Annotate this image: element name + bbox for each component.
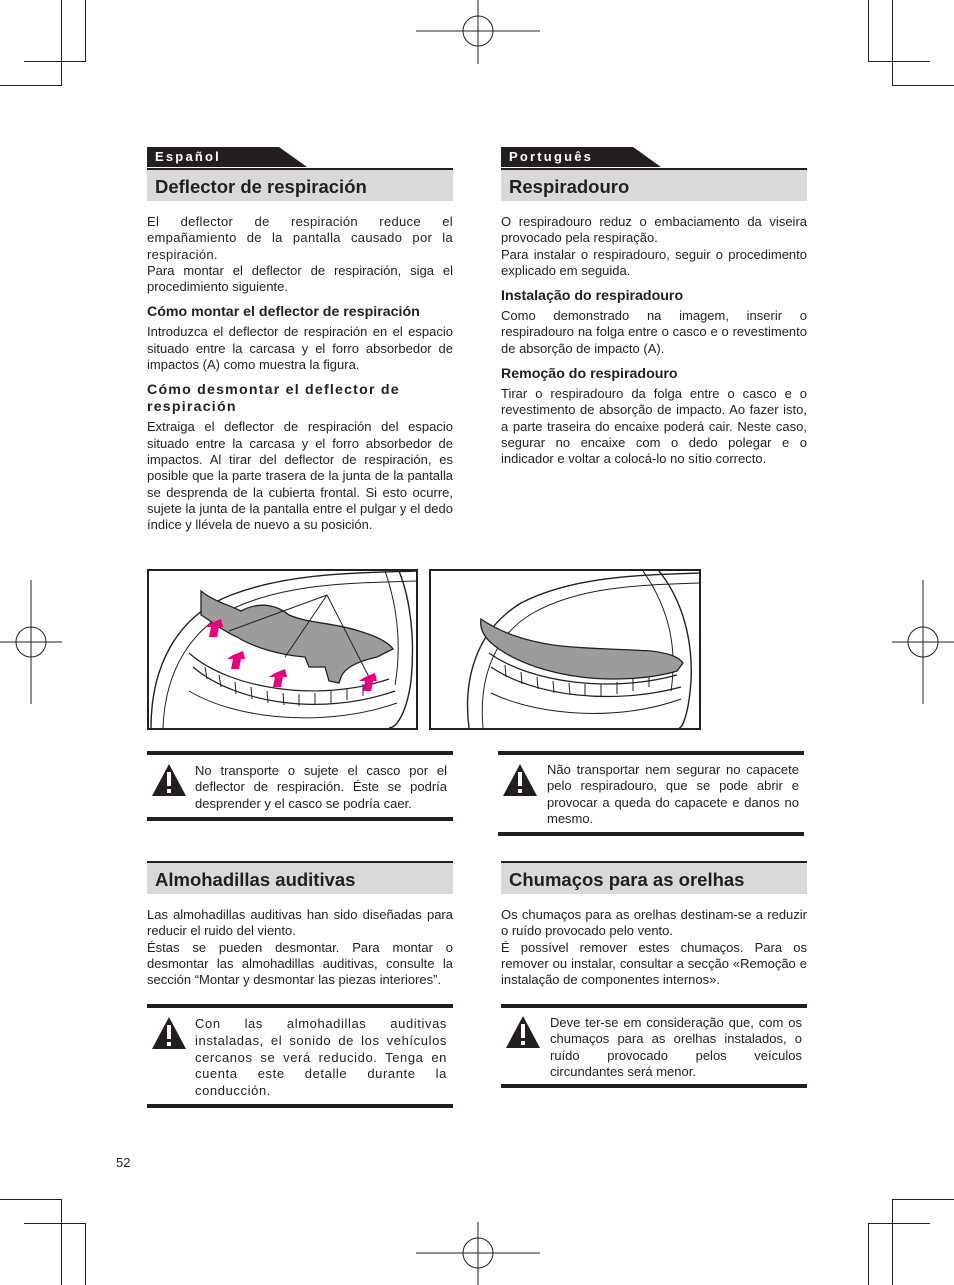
helmet-installed-illustration: [431, 571, 699, 728]
body-text: Tirar o respiradouro da folga entre o casco e o revestimento de absorção de impacto. Ao fazer isto, a parte traseira do encaixe poderá cair. Neste caso, segurar no encaixe com o dedo polegar e o indicador e voltar a colocá-lo no sítio correcto.: [501, 386, 807, 467]
crop-mark: [868, 1223, 869, 1285]
crop-mark: [868, 61, 930, 62]
warning-text: Não transportar nem segurar no capacete pelo respiradouro, que se pode abrir e provocar a queda do capacete e danos no mesmo.: [547, 762, 799, 826]
spanish-breath-section: [147, 147, 453, 533]
crop-mark: [85, 0, 86, 62]
warning-icon: [502, 763, 538, 797]
page-number: 52: [116, 1155, 131, 1170]
warning-box-es-1: [147, 751, 453, 821]
crop-mark: [24, 61, 86, 62]
warning-box-es-2: [147, 1004, 453, 1108]
crop-mark: [892, 85, 954, 86]
warning-icon: [505, 1015, 541, 1049]
crop-mark: [61, 1199, 62, 1285]
body-text: Os chumaços para as orelhas destinam-se a reduzir o ruído provocado pelo vento.: [501, 907, 807, 939]
warning-box-pt-2: [501, 1004, 807, 1088]
crop-mark: [892, 1199, 893, 1285]
subsection-title: Cómo montar el deflector de respiración: [147, 304, 420, 321]
crop-mark: [0, 1199, 62, 1200]
portuguese-breath-section: [501, 147, 807, 468]
body-text: Como demonstrado na imagem, inserir o respiradouro na folga entre o casco e o revestimento de absorção de impacto (A).: [501, 308, 807, 356]
warning-text: Con las almohadillas auditivas instaladas, el sonido de los vehículos cercanos se verá reducido. Tenga en cuenta este detalle durante la conducción.: [195, 1016, 447, 1099]
crop-mark: [85, 1223, 86, 1285]
body-text: Éstas se pueden desmontar. Para montar o desmontar las almohadillas auditivas, consulte la sección “Montar y desmontar las piezas interiores”.: [147, 939, 453, 988]
warning-icon: [151, 763, 187, 797]
crop-mark: [868, 0, 869, 62]
section-title: Chumaços para as orelhas: [501, 861, 807, 894]
figure-install-deflector: [147, 569, 418, 730]
warning-text: No transporte o sujete el casco por el deflector de respiración. Éste se podría desprender y el casco se podría caer.: [195, 763, 447, 811]
section-title: Deflector de respiración: [147, 168, 453, 201]
helmet-install-illustration: [149, 571, 416, 728]
body-text: Introduzca el deflector de respiración en el espacio situado entre la carcasa y el forro absorbedor de impactos (A) como muestra la figura.: [147, 324, 453, 373]
intro-text: Para montar el deflector de respiración, siga el procedimiento siguiente.: [147, 262, 453, 295]
section-title: Almohadillas auditivas: [147, 861, 453, 894]
crop-mark: [24, 1223, 86, 1224]
subsection-title: Cómo desmontar el deflector de respiración: [147, 382, 400, 416]
crop-mark: [868, 1223, 930, 1224]
registration-mark: [416, 1222, 540, 1285]
crop-mark: [892, 0, 893, 86]
body-text: É possível remover estes chumaços. Para os remover ou instalar, consultar a secção «Remoção e instalação de componentes internos».: [501, 939, 807, 988]
subsection-title: Instalação do respiradouro: [501, 288, 684, 305]
intro-text: O respiradouro reduz o embaciamento da viseira provocado pela respiração.: [501, 214, 807, 246]
subsection-title: Remoção do respiradouro: [501, 366, 678, 383]
registration-mark: [416, 0, 540, 64]
section-title: Respiradouro: [501, 168, 807, 201]
warning-text: Deve ter-se em consideração que, com os chumaços para as orelhas instalados, o ruído provocado pelos veículos circundantes será menor.: [550, 1015, 802, 1079]
spanish-ear-section: [147, 861, 453, 988]
body-text: Las almohadillas auditivas han sido diseñadas para reducir el ruido del viento.: [147, 907, 453, 939]
language-label: Português: [509, 149, 594, 164]
warning-box-pt-1: [498, 751, 804, 836]
intro-text: Para instalar o respiradouro, seguir o procedimento explicado em seguida.: [501, 246, 807, 278]
intro-text: El deflector de respiración reduce el empañamiento de la pantalla causado por la respiración.: [147, 214, 453, 262]
crop-mark: [892, 1199, 954, 1200]
registration-mark: [0, 580, 62, 704]
language-label: Español: [155, 149, 221, 164]
portuguese-ear-section: [501, 861, 807, 988]
figure-installed-deflector: [429, 569, 701, 730]
crop-mark: [61, 0, 62, 86]
language-tab-pt: [501, 147, 807, 167]
registration-mark: [892, 580, 954, 704]
crop-mark: [0, 85, 62, 86]
warning-icon: [151, 1016, 187, 1050]
body-text: Extraiga el deflector de respiración del espacio situado entre la carcasa y el forro absorbedor de impactos. Al tirar del deflector de respiración, es posible que la parte trasera de la junta de la pantalla se desprenda de la cubierta frontal. Si esto ocurre, sujete la junta de la pantalla entre el pulgar y el dedo índice y llévela de nuevo a su posición.: [147, 419, 453, 533]
language-tab-es: [147, 147, 453, 167]
